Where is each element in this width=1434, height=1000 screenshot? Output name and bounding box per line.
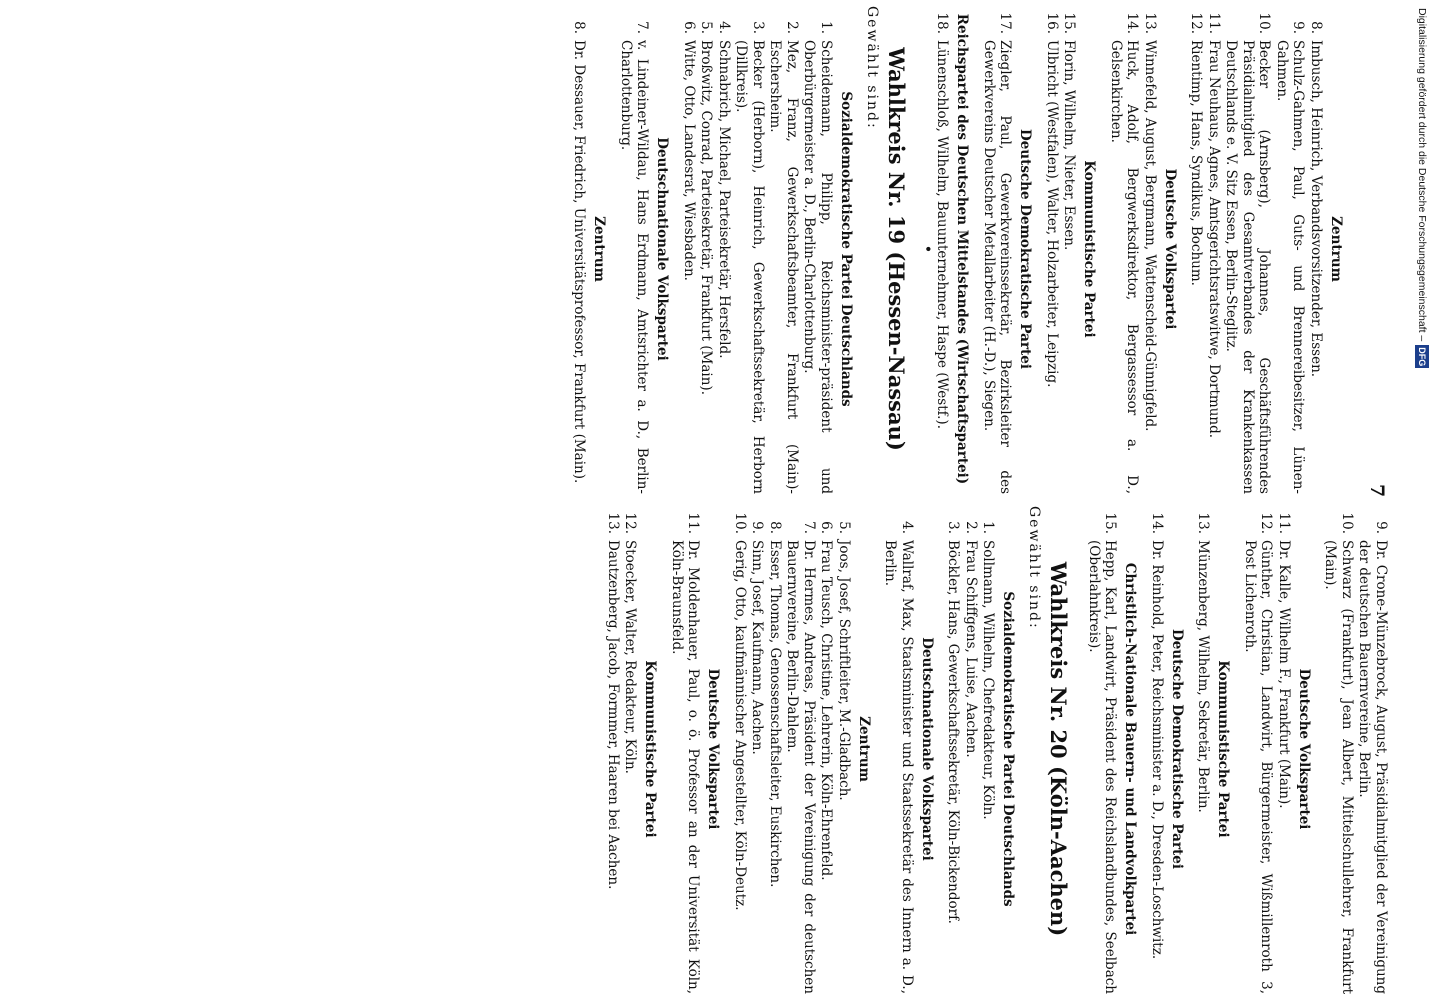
entry-text: Lünenschloß, Wilhelm, Bauunternehmer, Haspe (Westf.). [934,40,951,429]
candidate-entry [767,4,800,494]
entry-text: Schwarz (Frankfurt), Jean Albert, Mittelschullehrer, Frankfurt (Main). [1322,540,1355,994]
candidate-entry [1242,504,1275,994]
candidate-entry [836,504,853,994]
entry-number: 11. [1276,512,1292,534]
entry-number: 14. [1149,512,1165,534]
party-heading: Deutschnationale Volkspartei [919,637,935,861]
party-heading: Deutsche Volkspartei [705,668,722,830]
entry-number: 3. [750,21,766,34]
candidate-entry [1274,4,1307,494]
entry-number: 1. [980,521,997,534]
entry-text: Ziegler, Paul, Gewerkvereinssekretär, Bezirksleiter des Gewerkvereins Deutscher Metallarbeiter (H.-D.), Siegen. [981,40,1014,494]
entry-text: Stoecker, Walter, Redakteur, Köln. [622,540,639,774]
entry-text: Rientimp, Hans, Syndikus, Bochum. [1188,40,1205,286]
entry-text: Imbusch, Heinrich, Verbandsvorsitzender, Essen. [1308,40,1324,378]
entry-number: 4. [899,521,915,534]
entry-text: Becker (Herborn), Heinrich, Gewerkschaftssekretär, Herborn (Dillkreis). [733,40,766,494]
entry-text: Böckler, Hans, Gewerkschaftssekretär, Köln-Bickendorf. [945,540,962,924]
candidate-entry [963,504,980,994]
dfg-logo: DFG [1417,347,1427,367]
candidate-entry [1276,504,1293,994]
party-heading: Deutsche Demokratische Partei [1169,629,1185,869]
entry-text: Florin, Wilhelm, Nieter, Essen. [1061,40,1078,251]
entry-text: Esser, Thomas, Genossenschaftsleiter, Euskirchen. [767,540,783,888]
entry-text: Dr. Reinhold, Peter, Reichsminister a. D., Dresden-Loschwitz. [1149,540,1165,960]
candidate-entry [733,4,766,494]
entry-number: 3. [945,521,962,534]
entry-text: Sollmann, Wilhelm, Chefredakteur, Köln. [980,540,997,820]
entry-number: 12. [622,512,639,534]
funding-text: Digitalisierung gefördert durch die Deutsche Forschungsgemeinschaft – [1416,8,1428,342]
candidate-entry [1206,4,1223,494]
entry-number: 12. [1188,12,1205,34]
entry-text: Sinn, Josef, Kaufmann, Aachen. [749,540,766,755]
entry-number: 8. [571,21,588,34]
candidate-entry [1223,4,1273,494]
entry-text: Gerig, Otto, kaufmännischer Angestellter, Köln-Deutz. [732,540,748,911]
entry-number: 13. [605,512,621,534]
rotated-document [110,4,1390,994]
candidate-entry [1086,504,1119,994]
entry-number: 10. [732,512,748,534]
candidate-entry [1044,4,1061,494]
entry-number: 16. [1044,12,1060,34]
entry-number: 10. [1339,512,1355,534]
entry-text: Dr. Dessauer, Friedrich, Universitätsprofessor, Frankfurt (Main). [571,40,588,484]
entry-number: 4. [716,21,732,34]
page-number: 7 [1366,484,1388,498]
wahlkreis-heading: Wahlkreis Nr. 20 (Köln-Aachen) [1046,561,1072,937]
candidate-entry [784,504,817,994]
candidate-entry [571,4,588,494]
candidate-entry [1188,4,1205,494]
party-heading: Christlich-Nationale Bauern- und Landvolkpartei [1122,562,1139,936]
candidate-entry [801,4,834,494]
candidate-entry [1322,504,1355,994]
entry-number: 18. [934,12,951,34]
party-heading: Sozialdemokratische Partei Deutschlands [838,91,854,407]
entry-number: 1. [818,21,834,34]
entry-number: 10. [1256,12,1273,34]
party-heading: Reichspartei des Deutschen Mittelstandes (Wirtschaftspartei) [954,13,971,485]
entry-number: 9. [1373,521,1389,534]
candidate-entry [934,4,951,494]
separator-dot: • [921,245,935,253]
entry-text: Winnefeld, August, Bergmann, Wattenscheid-Günnigfeld. [1142,40,1158,432]
entry-number: 2. [963,521,979,534]
entry-text: Münzenberg, Wilhelm, Sekretär, Berlin. [1195,540,1212,813]
candidate-entry [698,4,715,494]
entry-number: 14. [1124,12,1141,34]
entry-number: 5. [698,21,715,34]
entry-text: Schnabrich, Michael, Parteisekretär, Hersfeld. [716,40,732,359]
entry-number: 11. [685,512,702,534]
entry-number: 7. [801,521,817,534]
party-heading: Deutsche Demokratische Partei [1017,129,1034,369]
entry-text: Joos, Josef, Schriftleiter, M.-Gladbach. [836,540,852,801]
left-column [110,4,1390,494]
entry-number: 12. [1258,512,1275,534]
elected-label: Gewählt sind: [1026,506,1043,630]
entry-text: Mez, Franz, Gewerkschaftsbeamter, Frankfurt (Main)-Eschersheim. [767,40,800,494]
entry-number: 15. [1102,512,1119,534]
entry-number: 13. [1195,512,1212,534]
entry-text: Dr. Moldenhauer, Paul, o. ö. Professor an der Universität Köln, Köln-Braunsfeld. [669,540,702,994]
entry-text: Frau Schiffgens, Luise, Aachen. [963,540,979,758]
candidate-entry [1356,504,1389,994]
party-heading: Deutsche Volkspartei [1162,168,1178,330]
entry-number: 5. [836,521,852,534]
right-column [110,504,1390,994]
candidate-entry [1149,504,1166,994]
entry-text: Dautzenberg, Jacob, Formmer, Haaren bei Aachen. [605,540,621,890]
entry-number: 6. [818,521,835,534]
entry-text: Scheidemann, Philipp, Reichsminister-präsident und Oberbürgermeister a. D., Berlin-Charlottenburg. [801,40,834,494]
candidate-entry [945,504,962,994]
wahlkreis-heading: Wahlkreis Nr. 19 (Hessen-Nassau) [884,47,909,451]
entry-number: 9. [1290,21,1307,34]
party-heading: Kommunistische Partei [1081,160,1098,338]
party-heading: Zentrum [591,216,608,282]
candidate-entry [1195,504,1212,994]
party-heading: Zentrum [856,716,872,782]
party-heading: Zentrum [1328,216,1344,282]
entry-text: Dr. Kalle, Wilhelm F., Frankfurt (Main). [1276,540,1292,809]
entry-number: 7. [634,21,651,34]
party-heading: Sozialdemokratische Partei Deutschlands [1000,591,1017,907]
entry-number: 8. [1308,21,1324,34]
candidate-entry [1142,4,1159,494]
candidate-entry [622,504,639,994]
candidate-entry [732,504,749,994]
entry-text: Huck, Adolf, Bergwerksdirektor, Bergassessor a. D., Gelsenkirchen. [1108,40,1141,494]
entry-text: Ulbricht (Westfalen), Walter, Holzarbeiter, Leipzig. [1044,40,1060,388]
entry-text: Frau Neuhaus, Agnes, Amtsgerichtsratswitwe, Dortmund. [1206,40,1222,439]
entry-number: 8. [767,521,783,534]
candidate-entry [1308,4,1325,494]
party-heading: Deutschnationale Volkspartei [654,137,671,361]
entry-number: 13. [1142,12,1158,34]
elected-label: Gewählt sind: [864,6,880,130]
entry-text: Dr. Crone-Münzebrock, August, Präsidialmitglied der Vereinigung der deutschen Bauernvereine, Berlin. [1356,540,1389,994]
entry-text: v. Lindeiner-Wildau, Hans Erdmann, Amtsrichter a. D., Berlin-Charlottenburg. [618,40,651,494]
party-heading: Deutsche Volkspartei [1296,668,1312,830]
candidate-entry [681,4,698,494]
entry-text: Dr. Hermes, Andreas, Präsident der Vereinigung der deutschen Bauernvereine, Berlin-Dahlem. [784,540,817,994]
party-heading: Kommunistische Partei [642,660,659,838]
entry-text: Becker (Arnsberg), Johannes, Geschäftsführendes Präsidialmitglied des Gesamtverbandes der Krankenkassen Deutschlands e. V. Sitz Essen, Berlin-Steglitz. [1223,40,1273,494]
candidate-entry [716,4,733,494]
candidate-entry [605,504,622,994]
candidate-entry [767,504,784,994]
entry-text: Wallraf, Max, Staatsminister und Staatssekretär des Innern a. D., Berlin. [882,540,915,994]
entry-text: Witte, Otto, Landesrat, Wiesbaden. [681,40,697,281]
party-heading: Kommunistische Partei [1215,660,1232,838]
entry-number: 17. [997,12,1014,34]
candidate-entry [882,504,915,994]
candidate-entry [618,4,651,494]
candidate-entry [749,504,766,994]
candidate-entry [1108,4,1141,494]
entry-number: 11. [1206,12,1222,34]
entry-text: Hepp, Karl, Landwirt, Präsident des Reichslandbundes, Seelbach (Oberlahnkreis). [1086,540,1119,994]
entry-number: 15. [1061,12,1078,34]
entry-number: 2. [784,21,800,34]
entry-text: Günther, Christian, Landwirt, Bürgermeister, Wißmillenroth 3, Post Lichenroth. [1242,540,1275,994]
entry-text: Frau Teusch, Christine, Lehrerin, Köln-Ehrenfeld. [818,540,835,881]
candidate-entry [818,504,835,994]
entry-number: 6. [681,21,697,34]
digitization-note [1414,8,1430,992]
candidate-entry [1061,4,1078,494]
entry-text: Schulz-Gahmen, Paul, Guts- und Brennereibesitzer, Lünen-Gahmen. [1274,40,1307,494]
candidate-entry [981,4,1014,494]
candidate-entry [980,504,997,994]
entry-number: 9. [749,521,766,534]
candidate-entry [669,504,702,994]
entry-text: Broßwitz, Conrad, Parteisekretär, Frankfurt (Main). [698,40,715,395]
